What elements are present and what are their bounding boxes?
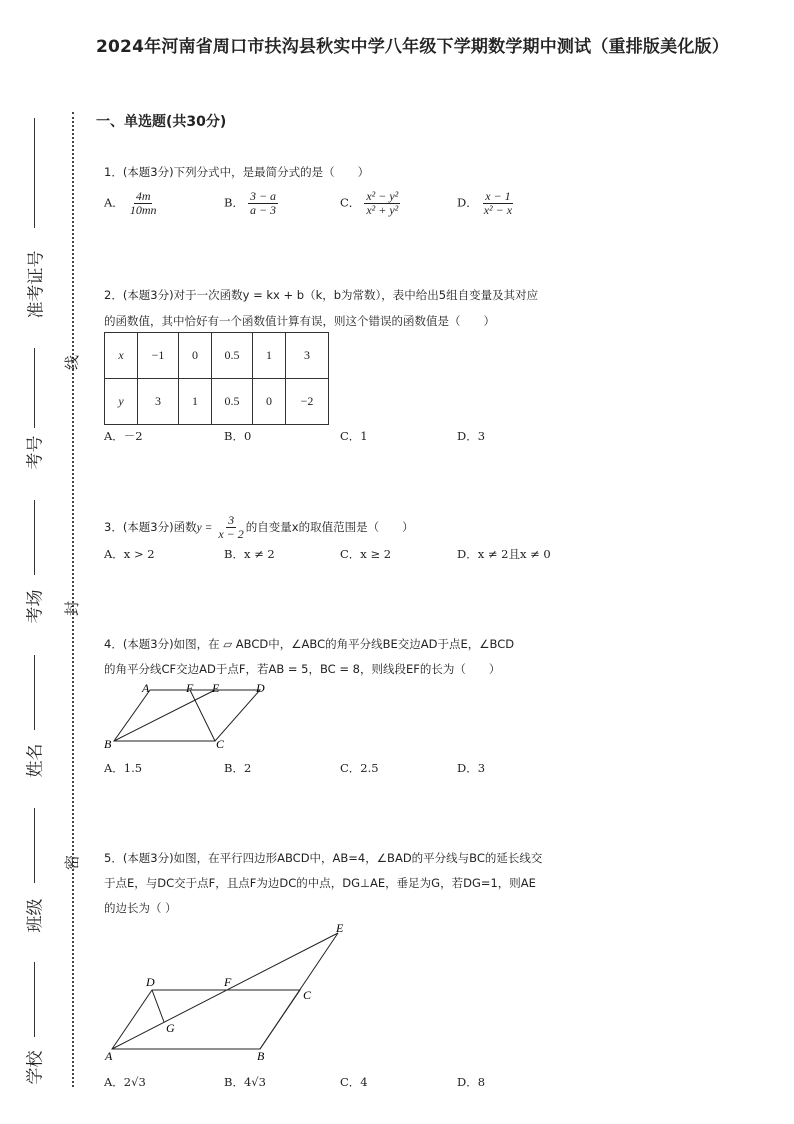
q3-option-a: A．x > 2 [104, 547, 155, 561]
label-D: D [256, 681, 265, 695]
q2-option-d: D．3 [457, 429, 486, 443]
q5-option-b: B．4√3 [224, 1075, 266, 1089]
q4-option-c: C．2.5 [340, 761, 379, 775]
table-cell: −1 [138, 333, 179, 379]
label-G: G [166, 1021, 175, 1035]
label-school: 学校 [25, 1050, 46, 1085]
label-C: C [303, 988, 312, 1002]
page-title: 2024年河南省周口市扶沟县秋实中学八年级下学期数学期中测试（重排版美化版） [96, 37, 729, 57]
q1-option-a: A． $\frac{4m}{10mn}$ [104, 189, 157, 217]
q4-stem-line1: 4．(本题3分)如图，在 ▱ ABCD中，∠ABC的角平分线BE交边AD于点E，∠BCD [104, 637, 515, 651]
q3-option-b: B．x ≠ 2 [224, 547, 275, 561]
q2-stem-line1: 2．(本题3分)对于一次函数y = kx + b（k，b为常数），表中给出5组自变量及其对应 [104, 288, 539, 302]
seal-char-seal: 封 [63, 600, 82, 617]
q2-value-table [104, 332, 329, 425]
q3-stem: 3．(本题3分)函数y = $\frac{3}{x - 2}$ 的自变量x的取值范围是（ ） [104, 513, 414, 541]
section-heading: 一、单选题(共30分) [96, 114, 227, 130]
table-row-y [105, 379, 329, 425]
blank-line-kc [34, 500, 35, 575]
q5-stem-line2: 于点E，与DC交于点F，且点F为边DC的中点，DG⊥AE，垂足为G，若DG=1，则AE [104, 876, 536, 890]
q5-option-a: A．2√3 [104, 1075, 146, 1089]
q4-option-d: D．3 [457, 761, 486, 775]
table-cell: x [105, 333, 138, 379]
table-cell: 0.5 [212, 379, 253, 425]
q1-stem: 1．(本题3分)下列分式中，是最简分式的是（ ） [104, 165, 370, 179]
q4-option-b: B．2 [224, 761, 252, 775]
label-class: 班级 [25, 898, 46, 933]
table-cell: 0.5 [212, 333, 253, 379]
label-A: A [142, 681, 150, 695]
label-A: A [105, 1049, 113, 1063]
q1-option-b: B． $\frac{3 - a}{a - 3}$ [224, 189, 277, 217]
q4-option-a: A．1.5 [104, 761, 143, 775]
seal-char-line: 线 [63, 354, 82, 371]
blank-line-xm [34, 655, 35, 730]
label-exam-id: 准考证号 [26, 250, 47, 319]
label-F: F [224, 975, 232, 989]
q5-parallelogram-figure [100, 918, 360, 1068]
blank-line-bj [34, 808, 35, 883]
label-B: B [257, 1049, 265, 1063]
table-cell: 1 [253, 333, 286, 379]
q5-stem-line3: 的边长为（ ） [104, 901, 177, 915]
seal-dotted-line [72, 112, 74, 1087]
label-name: 姓名 [25, 743, 46, 778]
q2-option-a: A．－2 [104, 429, 143, 443]
table-cell: 0 [253, 379, 286, 425]
q2-stem-line2: 的函数值，其中恰好有一个函数值计算有误，则这个错误的函数值是（ ） [104, 314, 495, 328]
table-cell: 3 [138, 379, 179, 425]
q4-stem-line2: 的角平分线CF交边AD于点F，若AB = 5，BC = 8，则线段EF的长为（ ） [104, 662, 501, 676]
seal-char-secret: 密 [63, 854, 82, 871]
label-C: C [216, 737, 225, 751]
q4-parallelogram-figure [100, 680, 280, 755]
q2-option-b: B．0 [224, 429, 252, 443]
q5-stem-line1: 5．(本题3分)如图，在平行四边形ABCD中，AB=4，∠BAD的平分线与BC的延长线交 [104, 851, 543, 865]
blank-line-kh [34, 348, 35, 428]
q2-option-c: C．1 [340, 429, 368, 443]
q5-option-d: D．8 [457, 1075, 486, 1089]
blank-line-xx [34, 962, 35, 1037]
table-cell: y [105, 379, 138, 425]
label-D: D [146, 975, 155, 989]
blank-line-zkzh [34, 118, 35, 228]
label-exam-room: 考场 [25, 589, 46, 624]
table-cell: 1 [179, 379, 212, 425]
q3-option-c: C．x ≥ 2 [340, 547, 392, 561]
label-B: B [104, 737, 112, 751]
label-F: F [186, 681, 194, 695]
q1-option-d: D． $\frac{x - 1}{\text{x² − x}}$ [457, 189, 513, 217]
table-cell: −2 [286, 379, 329, 425]
label-E: E [212, 681, 220, 695]
table-cell: 3 [286, 333, 329, 379]
table-cell: 0 [179, 333, 212, 379]
table-row-x [105, 333, 329, 379]
q3-option-d: D．x ≠ 2且x ≠ 0 [457, 547, 551, 561]
label-E: E [336, 921, 344, 935]
q1-option-c: C． $\frac{\text{x² − y²}}{\text{x² + y²}}$ [340, 189, 399, 217]
label-exam-number: 考号 [25, 435, 46, 470]
q5-option-c: C．4 [340, 1075, 368, 1089]
